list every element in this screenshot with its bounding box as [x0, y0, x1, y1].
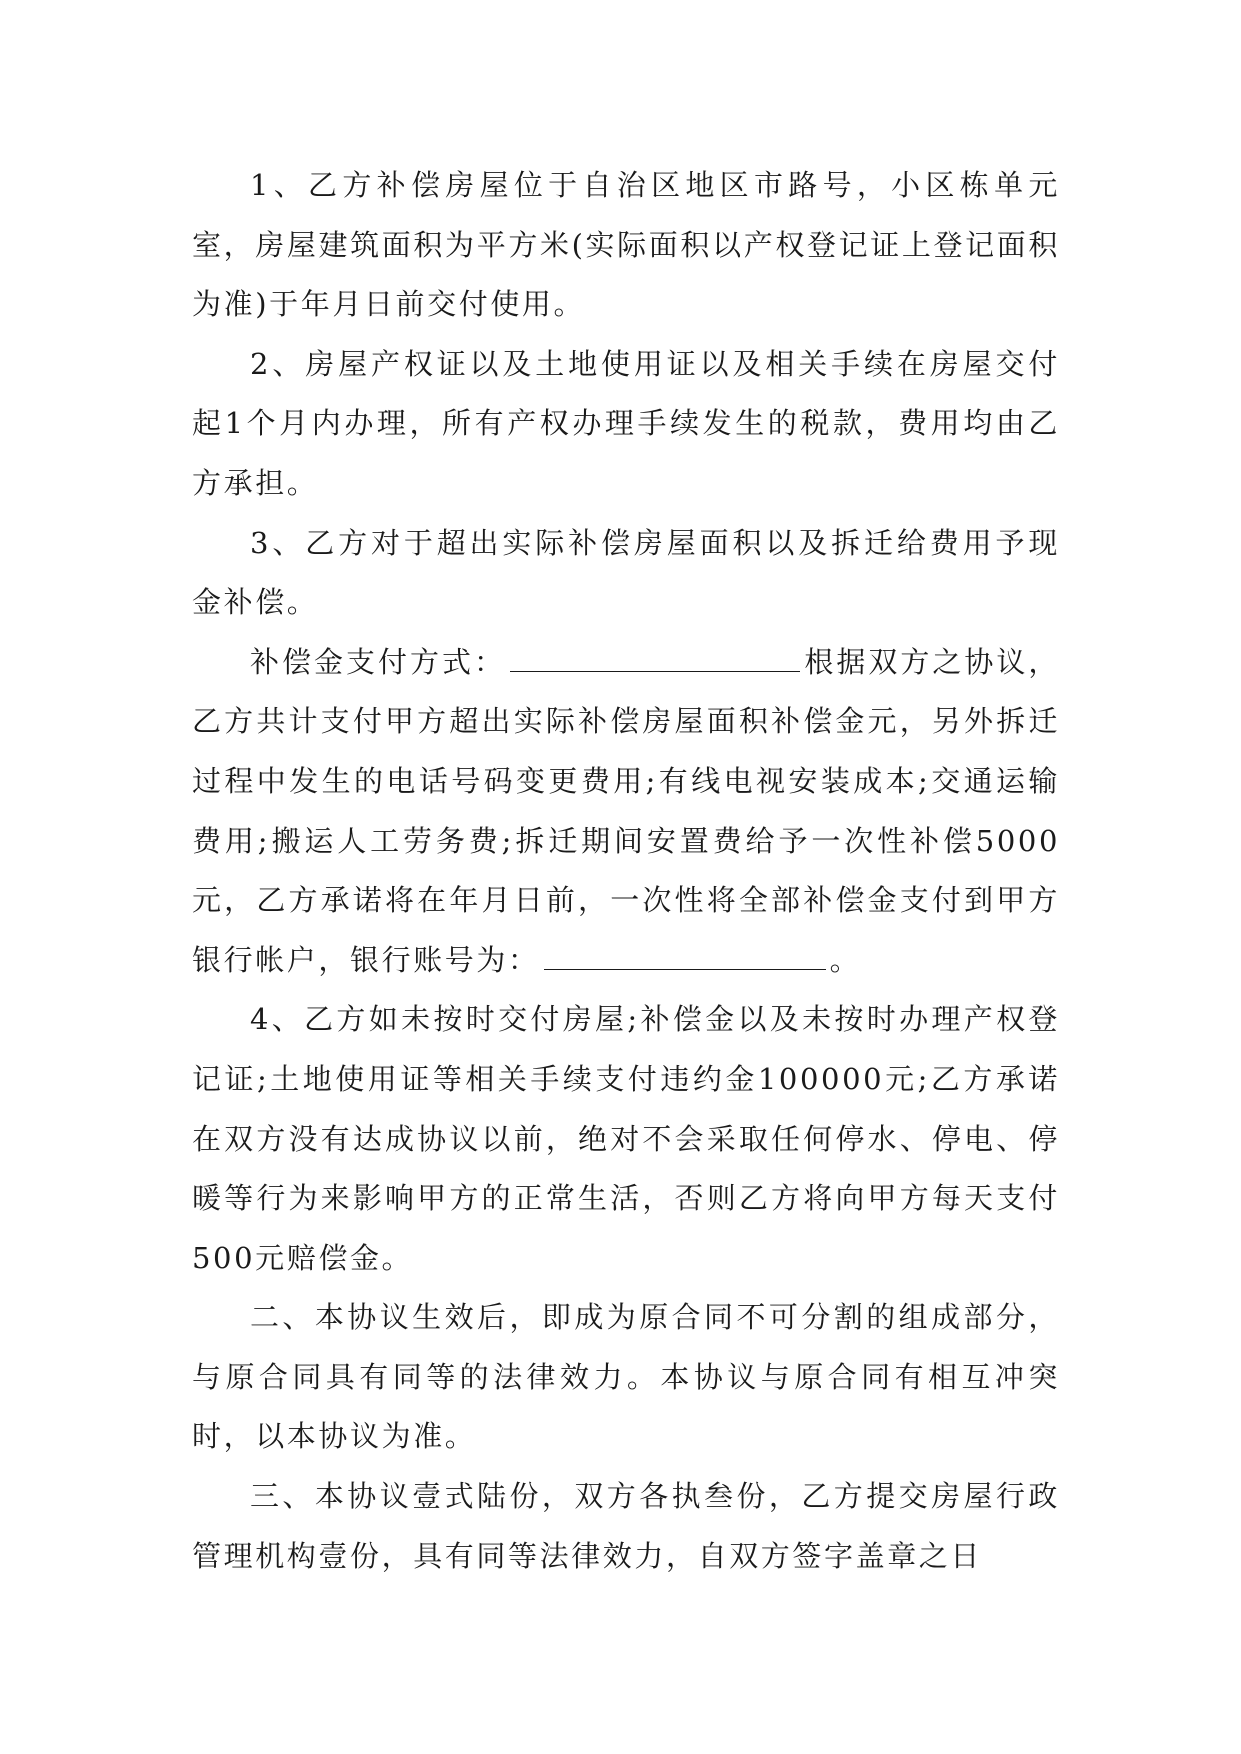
clause-2: 2、房屋产权证以及土地使用证以及相关手续在房屋交付起1个月内办理，所有产权办理手续发生的税款，费用均由乙方承担。	[192, 346, 1060, 500]
payment-clause	[192, 633, 1060, 991]
payment-label: 补偿金支付方式：	[250, 644, 506, 679]
clause-4: 4、乙方如未按时交付房屋;补偿金以及未按时办理产权登记证;土地使用证等相关手续支付违约金100000元;乙方承诺在双方没有达成协议以前，绝对不会采取任何停水、停电、停暖等行为来影响甲方的正常生活，否则乙方将向甲方每天支付500元赔偿金。	[192, 1002, 1060, 1275]
section-three: 三、本协议壹式陆份，双方各执叁份，乙方提交房屋行政管理机构壹份，具有同等法律效力，自双方签字盖章之日	[192, 1479, 1060, 1573]
payment-method-blank	[510, 643, 800, 672]
section-two: 二、本协议生效后，即成为原合同不可分割的组成部分，与原合同具有同等的法律效力。本协议与原合同有相互冲突时，以本协议为准。	[192, 1300, 1060, 1454]
payment-end: 。	[829, 942, 862, 977]
clause-3: 3、乙方对于超出实际补偿房屋面积以及拆迁给费用予现金补偿。	[192, 525, 1060, 620]
bank-account-blank	[544, 941, 826, 970]
document-body	[192, 156, 1060, 1586]
payment-text: 根据双方之协议，乙方共计支付甲方超出实际补偿房屋面积补偿金元，另外拆迁过程中发生的电话号码变更费用;有线电视安装成本;交通运输费用;搬运人工劳务费;拆迁期间安置费给予一次性补偿5000元，乙方承诺将在年月日前，一次性将全部补偿金支付到甲方银行帐户，银行账号为：	[192, 644, 1060, 977]
clause-1: 1、乙方补偿房屋位于自治区地区市路号，小区栋单元室，房屋建筑面积为平方米(实际面积以产权登记证上登记面积为准)于年月日前交付使用。	[192, 168, 1060, 322]
